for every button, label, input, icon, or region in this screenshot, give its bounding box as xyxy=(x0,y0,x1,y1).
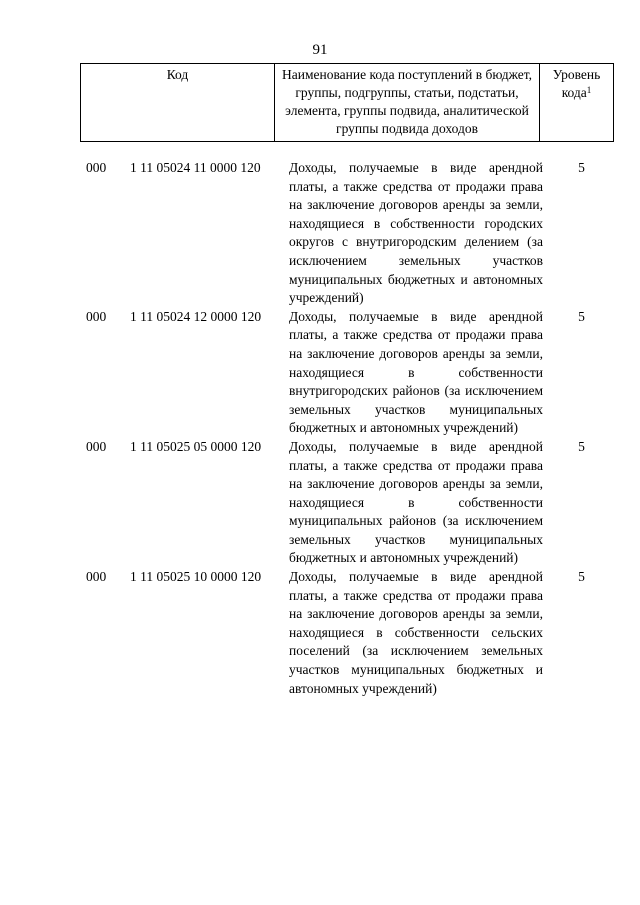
table-row xyxy=(80,568,614,698)
header-level-label: Уровень код xyxy=(552,67,601,100)
page-number: 91 xyxy=(312,42,328,58)
row-level: 5 xyxy=(578,308,585,324)
row-code: 1 11 05024 12 0000 120 xyxy=(130,308,262,324)
table-row xyxy=(80,159,614,308)
row-prefix: 000 xyxy=(86,569,107,585)
row-level: 5 xyxy=(578,569,585,585)
row-prefix: 000 xyxy=(86,438,107,454)
table-row xyxy=(80,308,614,438)
row-code: 1 11 05024 11 0000 120 xyxy=(130,160,261,175)
table-body xyxy=(80,159,614,698)
row-level: 5 xyxy=(578,160,585,175)
row-name: Доходы, получаемые в виде арендной платы, а также средства от продажи права на заключение договоров аренды за земли, находящиеся в собственности сельских поселений (за исключением земельных участков муниципальных бюджетных и автономных учреждений) xyxy=(289,569,543,696)
row-code: 1 11 05025 10 0000 120 xyxy=(130,569,262,585)
row-code: 1 11 05025 05 0000 120 xyxy=(130,438,262,454)
header-level-label-tail: а xyxy=(580,85,587,100)
header-level xyxy=(540,64,614,142)
header-code: Код xyxy=(81,64,275,142)
row-level: 5 xyxy=(578,438,585,454)
row-prefix: 000 xyxy=(86,308,107,324)
table-header xyxy=(80,63,614,142)
table-row xyxy=(80,438,614,568)
row-prefix: 000 xyxy=(86,160,107,175)
row-name: Доходы, получаемые в виде арендной платы, а также средства от продажи права на заключение договоров аренды за земли, находящиеся в собственности внутригородских районов (за исключением земельных участков муниципальных бюджетных и автономных учреждений) xyxy=(289,308,543,436)
row-name: Доходы, получаемые в виде арендной платы, а также средства от продажи права на заключение договоров аренды за земли, находящиеся в собственности муниципальных районов (за исключением земельных участков муниципальных бюджетных и автономных учреждений) xyxy=(289,438,543,566)
header-level-footnote: 1 xyxy=(586,85,592,95)
row-name: Доходы, получаемые в виде арендной платы, а также средства от продажи права на заключение договоров аренды за земли, находящиеся в собственности городских округов с внутригородским делением (за исключением земельных участков муниципальных бюджетных и автономных учреждений) xyxy=(289,160,543,306)
header-name: Наименование кода поступлений в бюджет, группы, подгруппы, статьи, подстатьи, элемента, группы подвида, аналитической группы подвида доходов xyxy=(275,64,540,142)
